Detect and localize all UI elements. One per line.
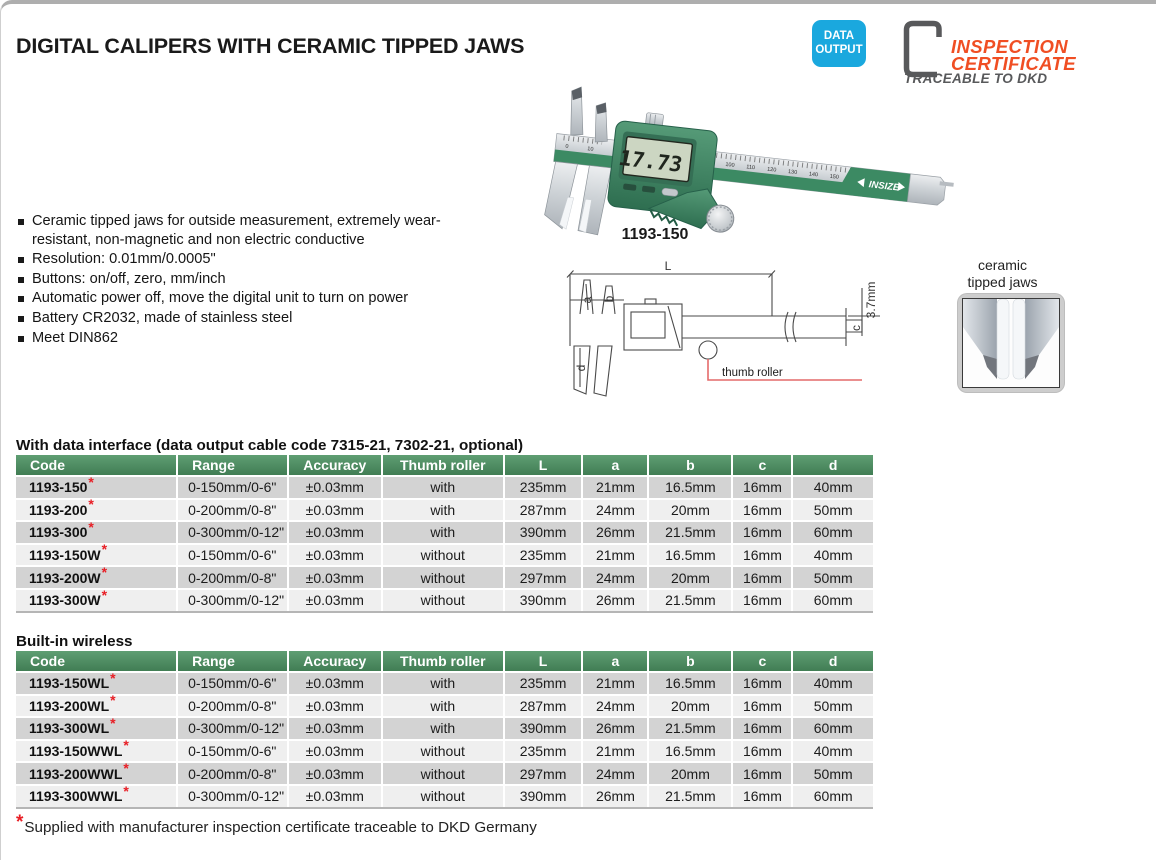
spec-cell: ±0.03mm xyxy=(288,476,382,499)
bullet-square-icon xyxy=(18,316,24,322)
table1-title: With data interface (data output cable code 7315-21, 7302-21, optional) xyxy=(16,437,524,454)
column-header: a xyxy=(582,651,648,672)
spec-cell: ±0.03mm xyxy=(288,672,382,695)
spec-cell: without xyxy=(382,566,504,589)
code-cell xyxy=(16,541,177,567)
dim-label-a: a xyxy=(580,296,594,304)
spec-cell: 0-300mm/0-12" xyxy=(177,717,288,740)
spec-cell: 40mm xyxy=(792,672,873,695)
spec-cell: without xyxy=(382,762,504,785)
beam-scale-number-left: 0 xyxy=(565,143,569,150)
features-list xyxy=(16,212,494,348)
feature-text: Meet DIN862 xyxy=(32,329,118,346)
dim-label-L: L xyxy=(664,259,672,273)
product-code: 1193-150WWL xyxy=(29,743,123,760)
spec-cell: 16mm xyxy=(732,717,792,740)
spec-cell: 50mm xyxy=(792,566,873,589)
dim-label-c: c xyxy=(849,325,863,331)
feature-text: Battery CR2032, made of stainless steel xyxy=(32,309,293,326)
certificate-star: * xyxy=(88,518,94,535)
data-output-line1: DATA xyxy=(823,30,855,42)
table2-title: Built-in wireless xyxy=(16,633,133,650)
code-cell xyxy=(16,669,177,695)
spec-cell: 21mm xyxy=(582,544,648,567)
code-cell xyxy=(16,782,177,808)
spec-cell: with xyxy=(382,499,504,522)
spec-cell: 21.5mm xyxy=(648,717,732,740)
table1-wrap xyxy=(16,455,873,613)
bullet-square-icon xyxy=(18,296,24,302)
feature-item xyxy=(16,250,494,269)
product-code: 1193-300 xyxy=(29,524,88,541)
spec-cell: 60mm xyxy=(792,589,873,612)
spec-cell: 21.5mm xyxy=(648,785,732,808)
spec-cell: 0-150mm/0-6" xyxy=(177,672,288,695)
dimension-diagram xyxy=(550,258,882,398)
spec-cell: 40mm xyxy=(792,544,873,567)
spec-cell: 16mm xyxy=(732,521,792,544)
spec-cell: 21.5mm xyxy=(648,589,732,612)
column-header: L xyxy=(504,455,583,476)
spec-cell: 16mm xyxy=(732,672,792,695)
spec-cell: 16mm xyxy=(732,695,792,718)
data-output-line2: OUTPUT xyxy=(815,43,863,56)
spec-table-data-interface xyxy=(16,455,873,613)
product-code: 1193-150WL xyxy=(29,675,110,692)
spec-cell: ±0.03mm xyxy=(288,717,382,740)
spec-cell: 40mm xyxy=(792,740,873,763)
spec-cell: 60mm xyxy=(792,521,873,544)
spec-cell: with xyxy=(382,672,504,695)
feature-item xyxy=(16,289,494,308)
spec-cell: 0-150mm/0-6" xyxy=(177,476,288,499)
spec-cell: 0-200mm/0-8" xyxy=(177,566,288,589)
spec-cell: with xyxy=(382,717,504,740)
spec-cell: ±0.03mm xyxy=(288,785,382,808)
certificate-bracket-icon xyxy=(903,20,947,78)
ceramic-jaws-label xyxy=(935,257,1070,291)
column-header: Range xyxy=(177,651,288,672)
table-row xyxy=(16,566,873,589)
spec-cell: 21.5mm xyxy=(648,521,732,544)
spec-cell: 16mm xyxy=(732,785,792,808)
bullet-square-icon xyxy=(18,336,24,342)
ceramic-label-line2: tipped jaws xyxy=(967,274,1038,290)
data-output-badge xyxy=(812,20,866,67)
spec-cell: ±0.03mm xyxy=(288,566,382,589)
spec-cell: 26mm xyxy=(582,785,648,808)
column-header: L xyxy=(504,651,583,672)
spec-cell: 16.5mm xyxy=(648,672,732,695)
spec-cell: ±0.03mm xyxy=(288,740,382,763)
spec-cell: 0-300mm/0-12" xyxy=(177,589,288,612)
certificate-star: * xyxy=(101,586,108,603)
certificate-star: * xyxy=(101,541,108,558)
code-cell xyxy=(16,692,177,718)
feature-text: Ceramic tipped jaws for outside measurement, extremely wear-resistant, non-magnetic and non electric conductive xyxy=(32,213,441,248)
spec-cell: 0-200mm/0-8" xyxy=(177,499,288,522)
page-title: DIGITAL CALIPERS WITH CERAMIC TIPPED JAWS xyxy=(16,34,525,59)
spec-cell: 0-150mm/0-6" xyxy=(177,544,288,567)
cert-line2: CERTIFICATE xyxy=(951,53,1076,74)
spec-cell: 16mm xyxy=(732,476,792,499)
feature-text: Automatic power off, move the digital unit to turn on power xyxy=(32,290,409,307)
column-header: Accuracy xyxy=(288,455,382,476)
inspection-certificate-logo xyxy=(903,16,1153,88)
product-code: 1193-300WWL xyxy=(29,788,123,805)
bullet-square-icon xyxy=(18,219,24,225)
spec-table-wireless xyxy=(16,651,873,809)
code-cell xyxy=(16,586,177,612)
product-code: 1193-200WWL xyxy=(29,765,123,782)
table-row xyxy=(16,476,873,499)
bullet-square-icon xyxy=(18,277,24,283)
spec-cell: 16.5mm xyxy=(648,476,732,499)
table-row xyxy=(16,762,873,785)
certificate-star: * xyxy=(123,782,129,799)
spec-cell: 21mm xyxy=(582,740,648,763)
spec-cell: 297mm xyxy=(504,762,583,785)
spec-cell: 390mm xyxy=(504,589,583,612)
beam-scale-number: 100 xyxy=(725,161,735,169)
code-cell xyxy=(16,762,177,785)
feature-text: Buttons: on/off, zero, mm/inch xyxy=(32,270,226,287)
certificate-star: * xyxy=(110,669,116,686)
certificate-star: * xyxy=(123,737,129,754)
spec-cell: 16.5mm xyxy=(648,740,732,763)
ceramic-label-line1: ceramic xyxy=(977,257,1027,273)
ceramic-jaws-photo-frame xyxy=(958,294,1064,392)
table-row xyxy=(16,499,873,522)
spec-cell: with xyxy=(382,476,504,499)
spec-cell: ±0.03mm xyxy=(288,762,382,785)
spec-cell: 26mm xyxy=(582,717,648,740)
beam-scale-number-left: 10 xyxy=(586,146,594,153)
spec-cell: 20mm xyxy=(648,695,732,718)
code-cell xyxy=(16,566,177,589)
dim-label-height: 3.7mm xyxy=(864,281,878,319)
column-header: Code xyxy=(16,651,177,672)
feature-item xyxy=(16,309,494,328)
column-header: d xyxy=(792,455,873,476)
cert-line3: TRACEABLE TO DKD xyxy=(904,71,1048,86)
spec-cell: 16mm xyxy=(732,740,792,763)
product-code: 1193-300W xyxy=(29,592,101,609)
spec-cell: without xyxy=(382,740,504,763)
spec-cell: 235mm xyxy=(504,544,583,567)
code-cell xyxy=(16,518,177,544)
product-code: 1193-300WL xyxy=(29,720,110,737)
product-code: 1193-200 xyxy=(29,501,88,518)
spec-cell: 26mm xyxy=(582,521,648,544)
spec-cell: 16mm xyxy=(732,566,792,589)
spec-cell: with xyxy=(382,521,504,544)
spec-cell: 0-300mm/0-12" xyxy=(177,785,288,808)
column-header: Thumb roller xyxy=(382,455,504,476)
column-header: d xyxy=(792,651,873,672)
thumb-roller-diagram xyxy=(699,341,717,359)
certificate-star: * xyxy=(88,473,94,490)
spec-cell: 60mm xyxy=(792,785,873,808)
footnote-star: * xyxy=(16,812,24,833)
spec-cell: 16mm xyxy=(732,589,792,612)
spec-cell: 0-200mm/0-8" xyxy=(177,695,288,718)
ceramic-jaws-photo xyxy=(963,299,1059,387)
spec-cell: 235mm xyxy=(504,740,583,763)
certificate-star: * xyxy=(101,564,108,581)
spec-cell: 20mm xyxy=(648,566,732,589)
table-row xyxy=(16,589,873,612)
feature-item xyxy=(16,212,494,249)
spec-cell: 40mm xyxy=(792,476,873,499)
spec-cell: ±0.03mm xyxy=(288,544,382,567)
product-code: 1193-150 xyxy=(29,479,88,496)
product-code: 1193-200W xyxy=(29,569,101,586)
spec-cell: ±0.03mm xyxy=(288,521,382,544)
spec-cell: 50mm xyxy=(792,762,873,785)
table-row xyxy=(16,695,873,718)
cert-line1: INSPECTION xyxy=(951,36,1069,57)
product-code: 1193-150W xyxy=(29,547,101,564)
spec-cell: 235mm xyxy=(504,672,583,695)
spec-cell: 24mm xyxy=(582,566,648,589)
spec-cell: 50mm xyxy=(792,695,873,718)
column-header: b xyxy=(648,455,732,476)
spec-cell: 287mm xyxy=(504,695,583,718)
product-photo xyxy=(495,82,965,247)
feature-item xyxy=(16,270,494,289)
code-cell xyxy=(16,473,177,499)
spec-cell: with xyxy=(382,695,504,718)
table-row xyxy=(16,672,873,695)
certificate-star: * xyxy=(88,496,94,513)
spec-cell: 20mm xyxy=(648,499,732,522)
code-cell xyxy=(16,714,177,740)
spec-cell: 24mm xyxy=(582,499,648,522)
spec-cell: 26mm xyxy=(582,589,648,612)
spec-cell: 16mm xyxy=(732,499,792,522)
spec-cell: 24mm xyxy=(582,762,648,785)
bullet-square-icon xyxy=(18,257,24,263)
spec-cell: without xyxy=(382,544,504,567)
product-model-caption: 1193-150 xyxy=(621,226,689,243)
beam-scale-number: 140 xyxy=(808,171,819,179)
code-cell xyxy=(16,737,177,763)
spec-cell: 21mm xyxy=(582,476,648,499)
column-header: Code xyxy=(16,455,177,476)
spec-cell: ±0.03mm xyxy=(288,589,382,612)
spec-cell: 16mm xyxy=(732,762,792,785)
column-header: c xyxy=(732,455,792,476)
feature-item xyxy=(16,329,494,348)
insize-brand-text: INSIZE xyxy=(868,179,900,194)
table-row xyxy=(16,717,873,740)
spec-cell: without xyxy=(382,785,504,808)
spec-cell: 0-150mm/0-6" xyxy=(177,740,288,763)
spec-cell: 16.5mm xyxy=(648,544,732,567)
column-header: a xyxy=(582,455,648,476)
column-header: Range xyxy=(177,455,288,476)
column-header: b xyxy=(648,651,732,672)
spec-cell: without xyxy=(382,589,504,612)
beam-scale-number: 130 xyxy=(787,168,798,176)
spec-cell: 287mm xyxy=(504,499,583,522)
dim-label-d: d xyxy=(574,364,588,372)
column-header: c xyxy=(732,651,792,672)
footnote xyxy=(16,812,537,838)
lcd-display-value: 17.73 xyxy=(616,145,685,177)
certificate-star: * xyxy=(110,714,116,731)
dim-label-b: b xyxy=(602,295,616,303)
product-code: 1193-200WL xyxy=(29,697,110,714)
spec-cell: 390mm xyxy=(504,785,583,808)
beam-scale-number: 120 xyxy=(766,166,777,174)
spec-cell: 60mm xyxy=(792,717,873,740)
spec-cell: 21mm xyxy=(582,672,648,695)
feature-text: Resolution: 0.01mm/0.0005" xyxy=(32,251,216,268)
spec-cell: ±0.03mm xyxy=(288,695,382,718)
code-cell xyxy=(16,496,177,522)
spec-cell: 16mm xyxy=(732,544,792,567)
spec-cell: 24mm xyxy=(582,695,648,718)
footnote-text: Supplied with manufacturer inspection certificate traceable to DKD Germany xyxy=(24,819,537,836)
spec-cell: 297mm xyxy=(504,566,583,589)
table-row xyxy=(16,785,873,808)
thumb-roller-label: thumb roller xyxy=(722,367,783,379)
column-header: Accuracy xyxy=(288,651,382,672)
beam-scale-number: 150 xyxy=(829,173,840,181)
spec-cell: 50mm xyxy=(792,499,873,522)
column-header: Thumb roller xyxy=(382,651,504,672)
spec-cell: 390mm xyxy=(504,717,583,740)
spec-cell: 20mm xyxy=(648,762,732,785)
certificate-star: * xyxy=(123,760,129,777)
beam-scale-number: 110 xyxy=(745,164,756,172)
spec-cell: 0-200mm/0-8" xyxy=(177,762,288,785)
table-row xyxy=(16,740,873,763)
spec-cell: 390mm xyxy=(504,521,583,544)
spec-cell: 0-300mm/0-12" xyxy=(177,521,288,544)
table-row xyxy=(16,521,873,544)
table-row xyxy=(16,544,873,567)
spec-cell: 235mm xyxy=(504,476,583,499)
table2-wrap xyxy=(16,651,873,809)
certificate-star: * xyxy=(110,692,116,709)
spec-cell: ±0.03mm xyxy=(288,499,382,522)
